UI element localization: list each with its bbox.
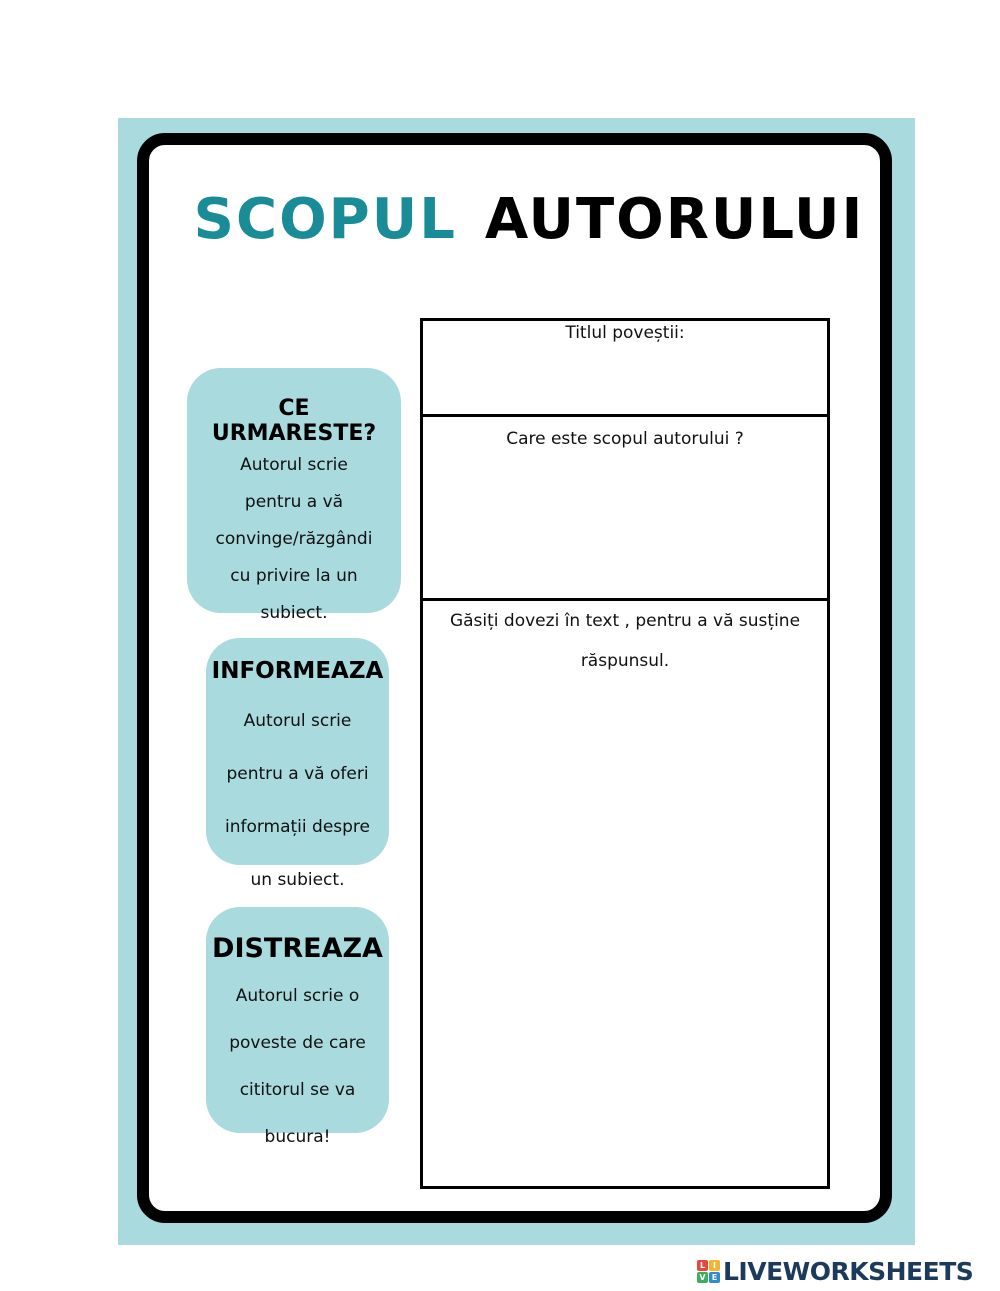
title-word-autorului: AUTORULUI: [484, 187, 865, 252]
pill-text-line: poveste de care: [229, 1033, 366, 1053]
pill-distreaza: [206, 907, 389, 1147]
pill-text-line: cu privire la un: [230, 566, 358, 586]
evidence-prompt-line1: Găsiți dovezi în text , pentru a vă susține: [449, 611, 801, 631]
answer-table: [420, 318, 830, 1189]
liveworksheets-logo-icon: [697, 1260, 720, 1283]
pill-text-line: convinge/răzgândi: [215, 529, 373, 549]
page-title: [0, 187, 1000, 252]
pill-text-line: pentru a vă oferi: [226, 764, 369, 784]
pill-text-line: cititorul se va: [239, 1080, 356, 1100]
story-title-cell[interactable]: [423, 321, 827, 417]
logo-letter: I: [709, 1260, 720, 1271]
brand-name: LIVEWORKSHEETS: [723, 1256, 974, 1286]
liveworksheets-brand: [697, 1255, 973, 1287]
pill-informeaza: [206, 638, 389, 890]
pill-heading: DISTREAZA: [212, 933, 383, 964]
logo-letter: L: [697, 1260, 708, 1271]
pill-text-line: Autorul scrie o: [235, 986, 360, 1006]
logo-letter: E: [709, 1272, 720, 1283]
pill-text-line: informații despre: [224, 817, 371, 837]
pill-text-line: un subiect.: [250, 870, 345, 890]
evidence-prompt-line2: răspunsul.: [580, 651, 670, 671]
title-word-scopul: SCOPUL: [193, 187, 457, 252]
pill-text-line: subiect.: [260, 603, 328, 623]
pill-heading: INFORMEAZA: [211, 658, 384, 684]
pill-heading-line1: CE: [278, 396, 310, 421]
logo-letter: V: [697, 1272, 708, 1283]
evidence-cell[interactable]: [423, 601, 827, 1186]
pill-text-line: Autorul scrie: [240, 455, 348, 475]
pill-text-line: Autorul scrie: [243, 711, 352, 731]
pill-ce-urmareste: [187, 368, 401, 623]
author-purpose-question: Care este scopul autorului ?: [506, 429, 744, 449]
author-purpose-cell[interactable]: [423, 417, 827, 601]
story-title-label: Titlul poveștii:: [565, 323, 685, 343]
pill-text-line: pentru a vă: [244, 492, 344, 512]
pill-heading-line2: URMARESTE?: [211, 421, 377, 446]
pill-text-line: bucura!: [264, 1127, 331, 1147]
